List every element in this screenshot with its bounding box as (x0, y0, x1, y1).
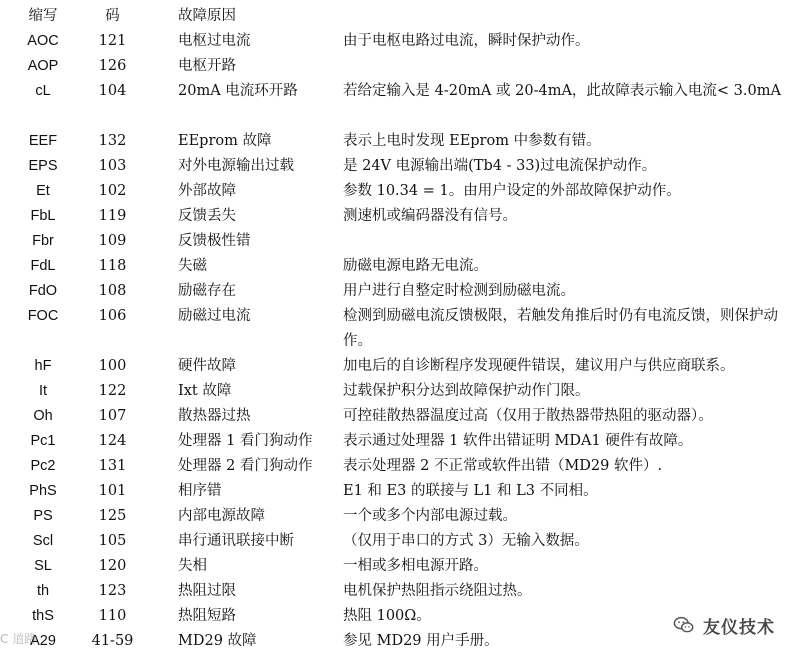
fault-abbr: Pc2 (30, 458, 56, 474)
fault-name: 对外电源输出过载 (178, 158, 294, 174)
fault-code: 110 (98, 608, 127, 624)
fault-description: 是 24V 电源输出端(Tb4 - 33)过电流保护动作。 (343, 158, 657, 174)
fault-code: 106 (98, 308, 127, 324)
table-body (0, 29, 801, 654)
fault-abbr: FdO (28, 283, 58, 299)
table-row (0, 504, 801, 529)
watermark-text: 友仪技术 (703, 617, 775, 638)
fault-description: 参见 MD29 用户手册。 (343, 633, 499, 649)
fault-abbr: Scl (32, 533, 54, 549)
fault-name: 励磁存在 (178, 283, 236, 299)
fault-name: 处理器 2 看门狗动作 (178, 458, 313, 474)
fault-code: 100 (98, 358, 127, 374)
fault-name: 电枢过电流 (178, 33, 251, 49)
fault-name: 热阻短路 (178, 608, 236, 624)
fault-abbr: PhS (29, 483, 57, 499)
fault-description: 过载保护积分达到故障保护动作门限。 (343, 383, 590, 399)
fault-abbr: hF (34, 358, 52, 374)
fault-description: 由于电枢电路过电流，瞬时保护动作。 (343, 33, 590, 49)
fault-description: 热阻 100Ω。 (343, 608, 431, 624)
fault-name: 内部电源故障 (178, 508, 265, 524)
fault-description: （仅用于串口的方式 3）无输入数据。 (343, 533, 589, 549)
table-row (0, 529, 801, 554)
fault-abbr: thS (32, 608, 54, 624)
table-row (0, 254, 801, 279)
fault-code: 132 (98, 133, 127, 149)
fault-code: 109 (98, 233, 127, 249)
table-row (0, 79, 801, 129)
fault-abbr: AOP (27, 58, 59, 74)
fault-description: 励磁电源电路无电流。 (343, 258, 488, 274)
fault-name: 电枢开路 (178, 58, 236, 74)
fault-code: 123 (98, 583, 127, 599)
table-row (0, 554, 801, 579)
table-row (0, 279, 801, 304)
fault-description: 电机保护热阻指示绕阻过热。 (343, 583, 532, 599)
header-abbr: 缩写 (28, 8, 58, 24)
table-row (0, 204, 801, 229)
fault-abbr: SL (34, 558, 52, 574)
fault-name: 相序错 (178, 483, 222, 499)
fault-abbr: Et (36, 183, 50, 199)
fault-name: MD29 故障 (178, 633, 257, 649)
table-row (0, 404, 801, 429)
fault-abbr: A29 (30, 633, 56, 649)
fault-abbr: cL (35, 83, 51, 99)
table-row (0, 454, 801, 479)
fault-name: 励磁过电流 (178, 308, 251, 324)
fault-name: 反馈极性错 (178, 233, 251, 249)
fault-code: 107 (98, 408, 127, 424)
table-row (0, 354, 801, 379)
fault-description: 表示通过处理器 1 软件出错证明 MDA1 硬件有故障。 (343, 433, 693, 449)
fault-abbr: FOC (27, 308, 59, 324)
fault-abbr: Oh (33, 408, 53, 424)
table-row (0, 579, 801, 604)
fault-description: 表示上电时发现 EEprom 中参数有错。 (343, 133, 601, 149)
corner-watermark-text: C 道路 (0, 632, 37, 646)
fault-code: 101 (98, 483, 127, 499)
fault-code-table (0, 4, 801, 654)
fault-name: 串行通讯联接中断 (178, 533, 294, 549)
fault-description: E1 和 E3 的联接与 L1 和 L3 不同相。 (343, 483, 598, 499)
fault-name: 散热器过热 (178, 408, 251, 424)
fault-code: 103 (98, 158, 127, 174)
table-row (0, 304, 801, 354)
fault-code: 122 (98, 383, 127, 399)
fault-abbr: FbL (30, 208, 56, 224)
fault-code: 126 (98, 58, 127, 74)
fault-code: 124 (98, 433, 127, 449)
table-row (0, 479, 801, 504)
fault-abbr: Fbr (32, 233, 54, 249)
fault-code: 104 (98, 83, 127, 99)
fault-name: Ixt 故障 (178, 383, 232, 399)
table-row (0, 154, 801, 179)
table-row (0, 29, 801, 54)
fault-code: 120 (98, 558, 127, 574)
fault-code: 41-59 (91, 633, 134, 649)
fault-name: 外部故障 (178, 183, 236, 199)
fault-description: 参数 10.34 = 1。由用户设定的外部故障保护动作。 (343, 183, 681, 199)
fault-description: 用户进行自整定时检测到励磁电流。 (343, 283, 575, 299)
fault-description: 一相或多相电源开路。 (343, 558, 488, 574)
fault-name: 20mA 电流环开路 (178, 83, 298, 99)
fault-abbr: It (38, 383, 48, 399)
table-row (0, 629, 801, 654)
table-row (0, 129, 801, 154)
fault-description: 可控硅散热器温度过高（仅用于散热器带热阻的驱动器）。 (343, 408, 713, 424)
table-row (0, 54, 801, 79)
fault-description: 测速机或编码器没有信号。 (343, 208, 517, 224)
fault-name: 失相 (178, 558, 207, 574)
table-row (0, 379, 801, 404)
header-name: 故障原因 (178, 8, 236, 24)
fault-abbr: th (36, 583, 50, 599)
fault-name: 失磁 (178, 258, 207, 274)
fault-code: 108 (98, 283, 127, 299)
header-code: 码 (105, 8, 120, 24)
fault-abbr: PS (33, 508, 53, 524)
fault-abbr: Pc1 (30, 433, 56, 449)
fault-description: 表示处理器 2 不正常或软件出错（MD29 软件）. (343, 458, 663, 474)
table-header (0, 4, 801, 29)
table-row (0, 429, 801, 454)
fault-description: 加电后的自诊断程序发现硬件错误，建议用户与供应商联系。 (343, 358, 735, 374)
fault-abbr: AOC (27, 33, 59, 49)
fault-code: 119 (98, 208, 127, 224)
fault-code: 102 (98, 183, 127, 199)
table-row (0, 179, 801, 204)
fault-abbr: EPS (28, 158, 58, 174)
fault-name: EEprom 故障 (178, 133, 272, 149)
fault-name: 硬件故障 (178, 358, 236, 374)
fault-description: 若给定输入是 4-20mA 或 20-4mA，此故障表示输入电流< 3.0mA (343, 83, 781, 99)
fault-code: 105 (98, 533, 127, 549)
fault-name: 反馈丢失 (178, 208, 236, 224)
fault-code: 131 (98, 458, 127, 474)
fault-name: 热阻过限 (178, 583, 236, 599)
fault-abbr: FdL (30, 258, 56, 274)
fault-code: 118 (98, 258, 127, 274)
table-row (0, 229, 801, 254)
fault-abbr: EEF (28, 133, 58, 149)
fault-name: 处理器 1 看门狗动作 (178, 433, 313, 449)
fault-code: 125 (98, 508, 127, 524)
fault-code: 121 (98, 33, 127, 49)
fault-description: 一个或多个内部电源过载。 (343, 508, 517, 524)
fault-description: 检测到励磁电流反馈极限，若触发角推后时仍有电流反馈，则保护动作。 (343, 308, 778, 349)
